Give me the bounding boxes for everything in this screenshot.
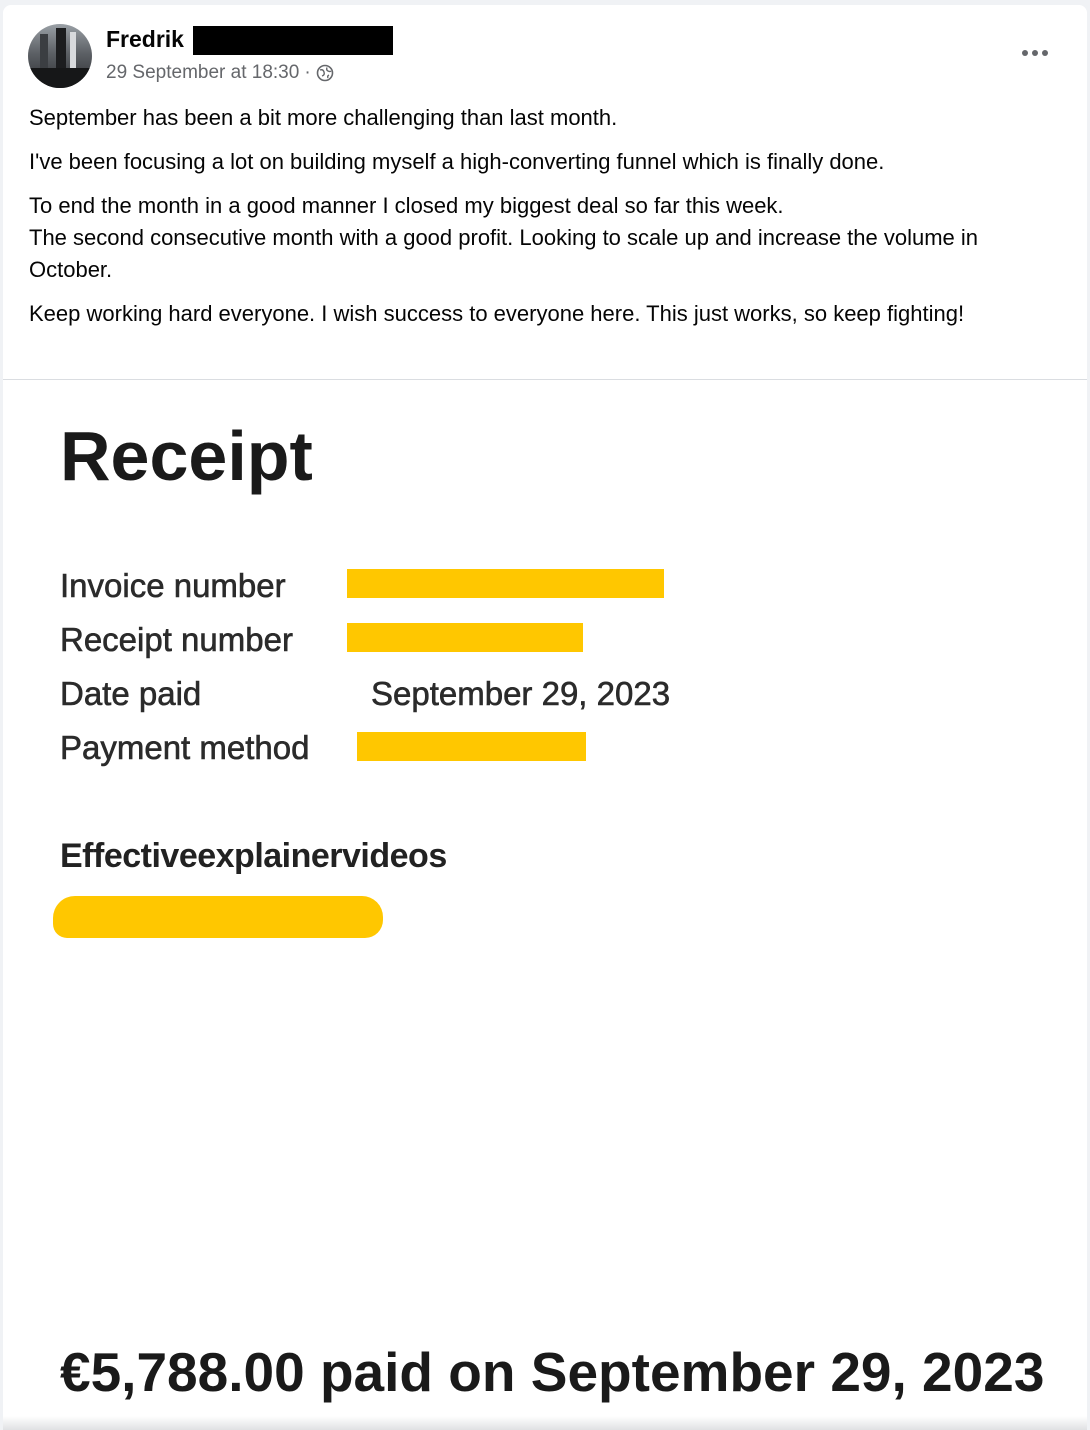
post-paragraph-1: September has been a bit more challenging than last month. bbox=[29, 105, 618, 130]
post-paragraph-3: To end the month in a good manner I closed my biggest deal so far this week. The second consecutive month with a good profit. Looking to scale up and increase the volume in October. bbox=[29, 193, 979, 282]
amount-paid: €5,788.00 paid on September 29, 2023 bbox=[60, 1341, 1045, 1403]
author-avatar[interactable] bbox=[28, 24, 92, 88]
more-options-icon[interactable] bbox=[1013, 41, 1057, 65]
post-meta bbox=[106, 61, 334, 85]
company-name: Effectiveexplainervideos bbox=[60, 837, 447, 875]
invoice-number-label: Invoice number bbox=[60, 567, 286, 604]
receipt-number-redaction bbox=[347, 623, 583, 652]
meta-separator: · bbox=[304, 62, 311, 83]
company-address-redaction bbox=[53, 896, 383, 938]
post-paragraph-4: Keep working hard everyone. I wish success to everyone here. This just works, so keep fighting! bbox=[29, 301, 965, 326]
date-paid-label: Date paid bbox=[60, 675, 202, 712]
date-paid-value: September 29, 2023 bbox=[371, 675, 671, 712]
payment-method-redaction bbox=[357, 732, 586, 761]
invoice-number-redaction bbox=[347, 569, 664, 598]
image-bottom-edge bbox=[3, 1416, 1087, 1430]
payment-method-label: Payment method bbox=[60, 729, 310, 766]
post-timestamp[interactable]: 29 September at 18:30 bbox=[106, 62, 300, 83]
receipt-number-label: Receipt number bbox=[60, 621, 293, 658]
post-header bbox=[3, 5, 1087, 95]
post-card bbox=[3, 5, 1087, 1430]
post-text bbox=[29, 102, 1059, 342]
receipt-image[interactable] bbox=[3, 380, 1087, 1430]
receipt-title: Receipt bbox=[60, 417, 313, 495]
redacted-surname bbox=[193, 26, 393, 55]
author-name[interactable]: Fredrik bbox=[106, 26, 184, 52]
globe-icon[interactable] bbox=[316, 64, 334, 82]
post-paragraph-2: I've been focusing a lot on building myself a high-converting funnel which is finally done. bbox=[29, 149, 885, 174]
